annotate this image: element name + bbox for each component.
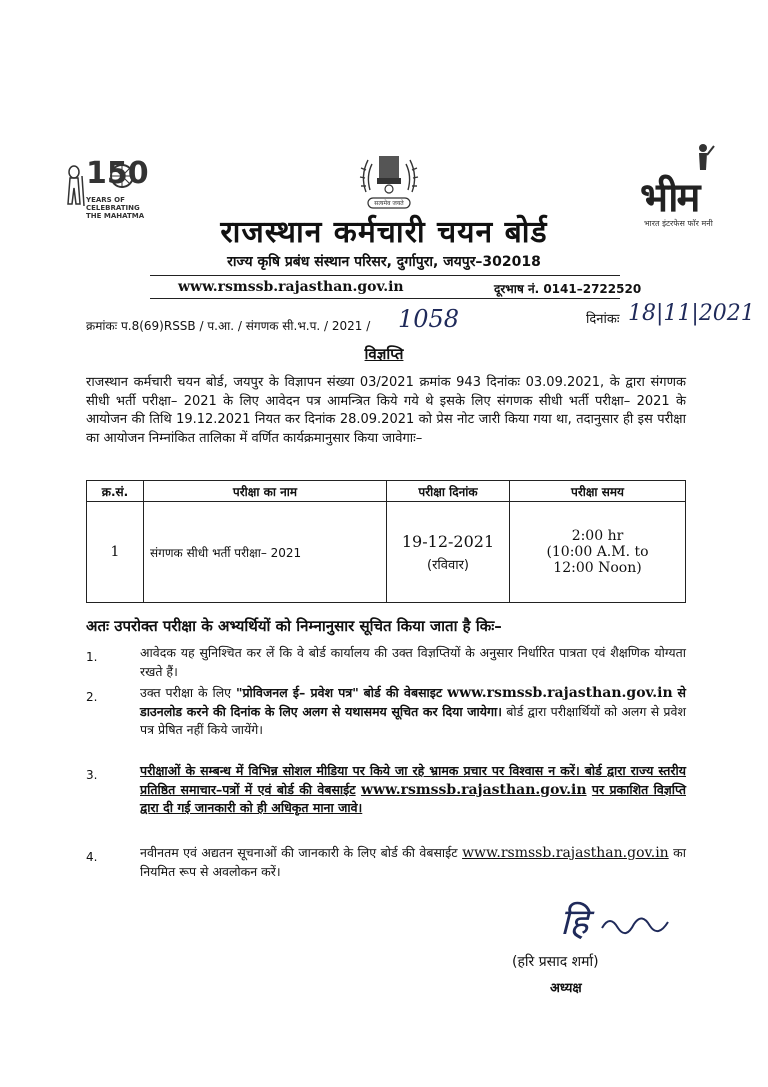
- point-4-text: [140, 844, 686, 881]
- cell-exam-time: [510, 502, 686, 603]
- point-3-text: [140, 762, 686, 818]
- col-header-sno: क्र.सं.: [87, 481, 144, 502]
- signature-mark: हि: [560, 902, 589, 943]
- point-3-number: 3.: [86, 768, 98, 782]
- rsmssb-emblem-logo: [352, 146, 426, 216]
- exam-duration: 2:00 hr: [571, 528, 624, 544]
- date-handwritten: 18|11|2021: [628, 301, 755, 326]
- org-name: राजस्थान कर्मचारी चयन बोर्ड: [220, 215, 548, 250]
- header-divider-top: [150, 275, 620, 276]
- exam-schedule-table: [86, 480, 686, 603]
- point-3-text-a: परीक्षाओं के सम्बन्ध में विभिन्न सोशल मीडिया पर किये जा रहे भ्रामक प्रचार पर विश्वास न करें। बोर्ड द्वारा राज्य स्तरीय प्रतिष्ठित समाचार–पत्रों में एवं बोर्ड की वेबसाईट: [140, 763, 686, 797]
- col-header-exam-date: परीक्षा दिनांक: [387, 481, 510, 502]
- col-header-exam-time: परीक्षा समय: [510, 481, 686, 502]
- header-divider-bottom: [150, 298, 620, 299]
- col-header-exam-name: परीक्षा का नाम: [144, 481, 387, 502]
- notice-title: [0, 344, 768, 364]
- header-phone: दूरभाष नं. 0141–2722520: [494, 282, 642, 296]
- exam-time-range-start: (10:00 A.M. to: [546, 544, 649, 560]
- bhim-logo-text: भीम: [640, 174, 699, 221]
- signatory-name: (हरि प्रसाद शर्मा): [512, 954, 599, 970]
- reference-number: क्रमांकः प.8(69)RSSB / प.आ. / संगणक सी.भ.प. / 2021 /: [86, 319, 371, 333]
- exam-day: (रविवार): [427, 557, 469, 573]
- point-4-number: 4.: [86, 850, 98, 864]
- point-2-text-a: उक्त परीक्षा के लिए: [140, 685, 232, 700]
- intimation-heading: अतः उपरोक्त परीक्षा के अभ्यर्थियों को निम्नानुसार सूचित किया जाता है किः–: [86, 617, 502, 635]
- cell-exam-date: [387, 502, 510, 603]
- point-2-text: [140, 684, 686, 740]
- point-1-text: आवेदक यह सुनिश्चित कर लें कि वे बोर्ड कार्यालय की उक्त विज्ञप्तियों के अनुसार निर्धारित पात्रता एवं शैक्षणिक योग्यता रखते हैं।: [140, 645, 686, 679]
- table-row: [87, 502, 686, 603]
- point-2-text-d: से डाउनलोड करने की दिनांक के लिए अलग से यथासमय सूचित कर दिया जायेगा।: [140, 685, 686, 719]
- point-2-number: 2.: [86, 690, 98, 704]
- date-label: दिनांकः: [586, 312, 620, 327]
- point-3-website-link[interactable]: www.rsmssb.rajasthan.gov.in: [360, 781, 587, 798]
- point-2-text-c: बोर्ड की वेबसाइट: [363, 685, 443, 700]
- emblem-motto: सत्यमेव जयते: [374, 200, 404, 207]
- logo-150-number: 150: [86, 156, 149, 191]
- notice-intro: राजस्थान कर्मचारी चयन बोर्ड, जयपुर के विज्ञापन संख्या 03/2021 क्रमांक 943 दिनांकः 03.09.2021, के द्वारा संगणक सीधी भर्ती परीक्षा– 2021 के लिए आवेदन पत्र आमन्त्रित किये गये थे इसके लिए संगणक सीधी भर्ती परीक्षा– 2021 के आयोजन की तिथि 19.12.2021 नियत कर दिनांक 28.09.2021 को प्रेस नोट जारी किया गया था, तदानुसार ही इस परीक्षा का आयोजन निम्नांकित तालिका में वर्णित कार्यक्रमानुसार किया जावेगाः–: [86, 375, 686, 446]
- exam-time-range-end: 12:00 Noon): [553, 560, 642, 576]
- notice-title-text: विज्ञप्ति: [364, 345, 404, 363]
- signature-handwritten: [560, 896, 670, 945]
- point-4-text-a: नवीनतम एवं अद्यतन सूचनाओं की जानकारी के लिए बोर्ड की वेबसाईट: [140, 845, 458, 860]
- point-2-text-e: बोर्ड द्वारा परीक्षार्थियों को अलग से प्रवेश पत्र प्रेषित नहीं किये जायेंगे।: [140, 703, 686, 737]
- cell-sno: 1: [87, 502, 144, 603]
- logo-150-caption: YEARS OF CELEBRATING THE MAHATMA: [86, 196, 145, 220]
- point-2-website-link[interactable]: www.rsmssb.rajasthan.gov.in: [447, 685, 673, 701]
- point-4-text-b: का नियमित रूप से अवलोकन करें।: [140, 845, 686, 879]
- header-website: www.rsmssb.rajasthan.gov.in: [178, 279, 404, 295]
- point-1-number: 1.: [86, 650, 98, 664]
- signature-flourish-icon: [600, 910, 670, 940]
- table-header-row: [87, 481, 686, 502]
- exam-date-value: 19-12-2021: [401, 531, 495, 551]
- reference-number-handwritten: 1058: [398, 305, 460, 333]
- signatory-designation: अध्यक्ष: [550, 981, 582, 996]
- bhim-logo-caption: भारत इंटरफेस फॉर मनी: [644, 219, 713, 228]
- cell-exam-name: संगणक सीधी भर्ती परीक्षा– 2021: [144, 502, 387, 603]
- org-address: राज्य कृषि प्रबंध संस्थान परिसर, दुर्गापुरा, जयपुर–302018: [227, 254, 541, 270]
- point-3-text-b: पर प्रकाशित विज्ञप्ति द्वारा दी गई जानकारी को ही अधिकृत माना जावे।: [140, 781, 686, 815]
- point-2-admit-card: "प्रोविजनल ई– प्रवेश पत्र": [235, 685, 359, 700]
- point-4-website-link[interactable]: www.rsmssb.rajasthan.gov.in: [462, 845, 669, 861]
